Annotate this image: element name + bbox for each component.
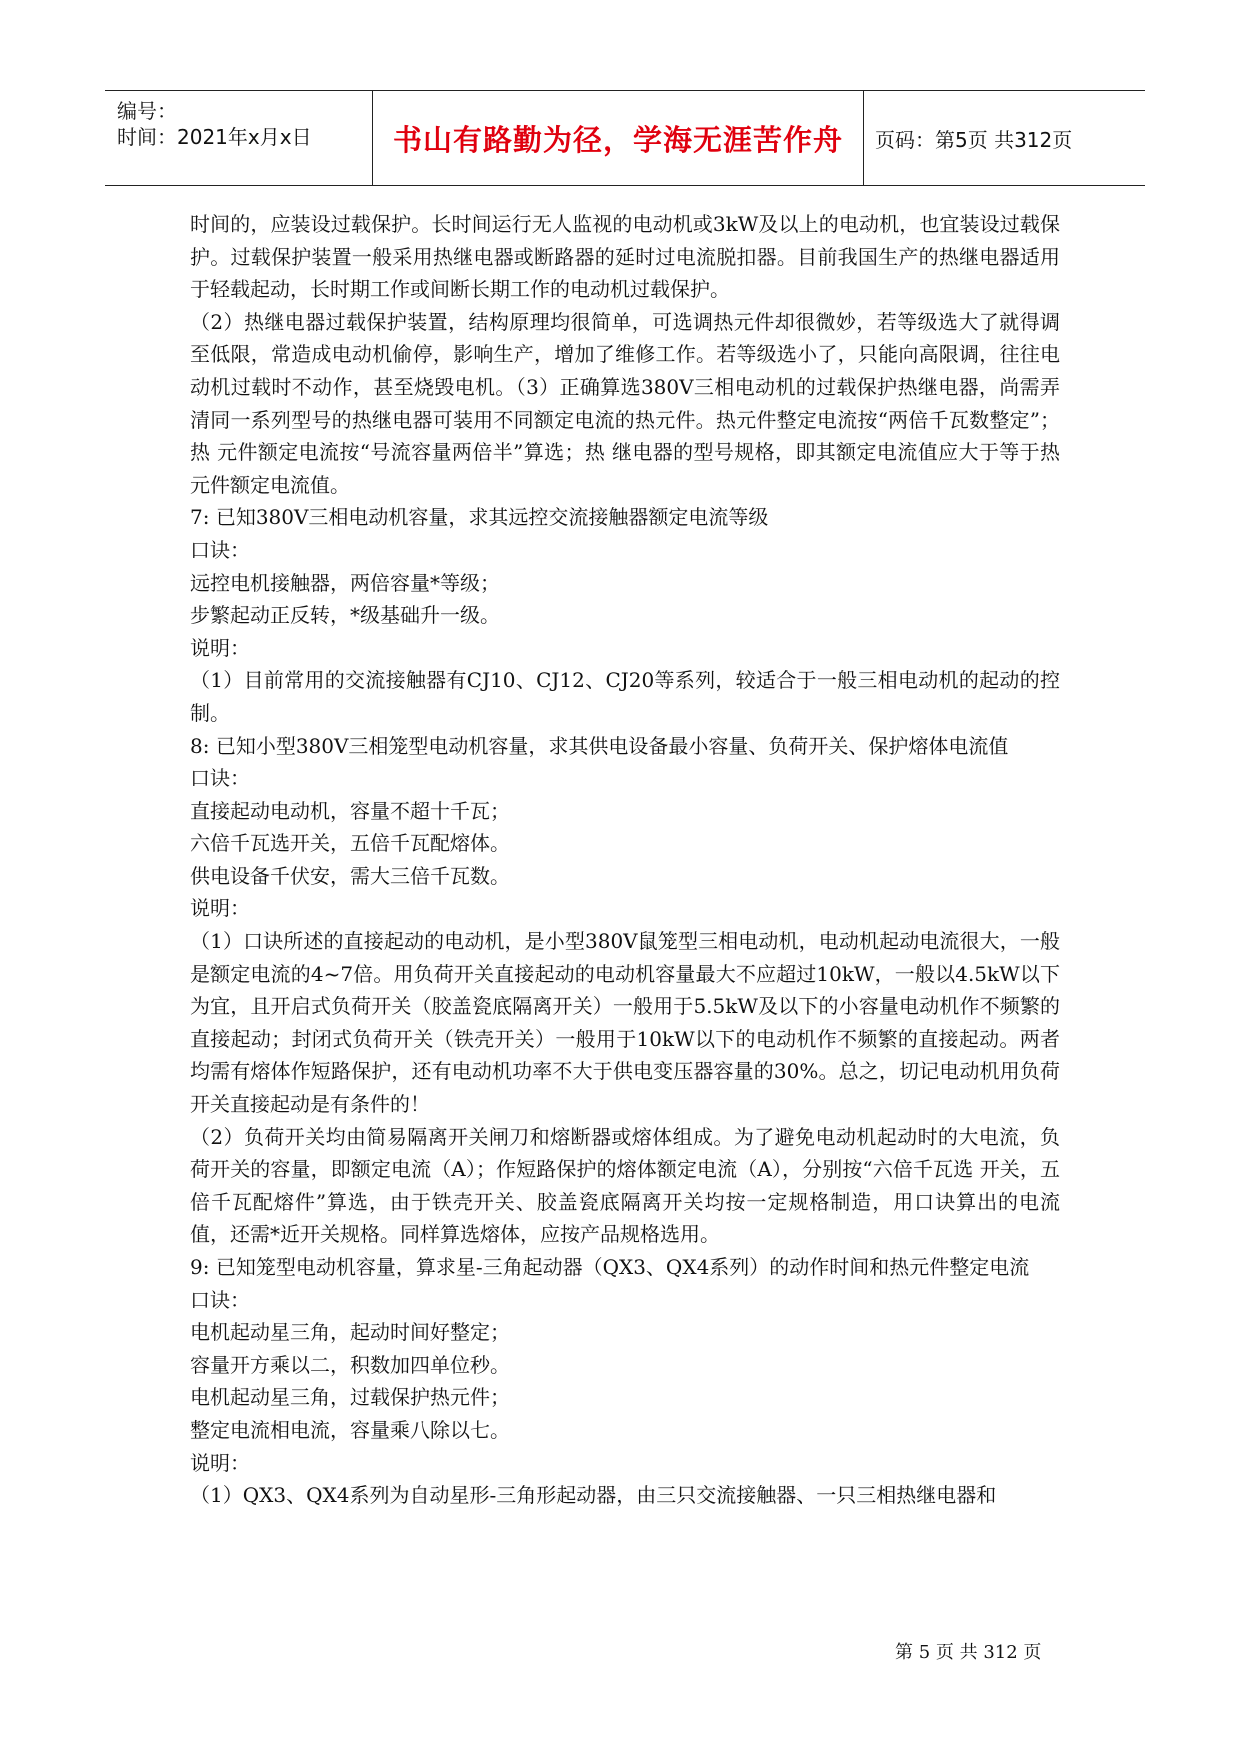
header-motto-cell (373, 91, 864, 185)
mnemonic-line: 容量开方乘以二，积数加四单位秒。 (190, 1352, 510, 1377)
paragraph: 时间的，应装设过载保护。长时间运行无人监视的电动机或3kW及以上的电动机，也宜装设过载保护。过载保护装置一般采用热继电器或断路器的延时过电流脱扣器。目前我国生产的热继电器适用于轻载起动，长时期工作或间断长期工作的电动机过载保护。 (190, 212, 1060, 302)
paragraph: （2）负荷开关均由简易隔离开关闸刀和熔断器或熔体组成。为了避免电动机起动时的大电流，负荷开关的容量，即额定电流（A）；作短路保护的熔体额定电流（A），分别按“六倍千瓦选 开关，五倍千瓦配熔件”算选，由于铁壳开关、胶盖瓷底隔离开关均按一定规格制造，用口诀算出的电流值，还需*近开关规格。同样算选熔体，应按产品规格选用。 (190, 1124, 1060, 1247)
section-heading: 8: 已知小型380V三相笼型电动机容量，求其供电设备最小容量、负荷开关、保护熔体电流值 (190, 733, 1009, 758)
paragraph: （2）热继电器过载保护装置，结构原理均很简单，可选调热元件却很微妙，若等级选大了就得调至低限，常造成电动机偷停，影响生产，增加了维修工作。若等级选小了，只能向高限调，往往电动机过载时不动作，甚至烧毁电机。（3）正确算选380V三相电动机的过载保护热继电器，尚需弄清同一系列型号的热继电器可装用不同额定电流的热元件。热元件整定电流按“两倍千瓦数整定”；热 元件额定电流按“号流容量两倍半”算选；热 继电器的型号规格，即其额定电流值应大于等于热元件额定电流值。 (190, 309, 1060, 497)
explanation-label: 说明： (190, 896, 250, 921)
mnemonic-line: 电机起动星三角，起动时间好整定； (190, 1320, 510, 1345)
mnemonic-line: 电机起动星三角，过载保护热元件； (190, 1385, 510, 1410)
document-body (190, 208, 1060, 1512)
mnemonic-label: 口诀： (190, 537, 250, 562)
header-motto: 书山有路勤为径，学海无涯苦作舟 (392, 122, 843, 157)
explanation-label: 说明： (190, 635, 250, 660)
paragraph: （1）口诀所述的直接起动的电动机，是小型380V鼠笼型三相电动机，电动机起动电流很大，一般是额定电流的4~7倍。用负荷开关直接起动的电动机容量最大不应超过10kW，一般以4.5kW以下为宜，且开启式负荷开关（胶盖瓷底隔离开关）一般用于5.5kW及以下的小容量电动机作不频繁的直接起动；封闭式负荷开关（铁壳开关）一般用于10kW以下的电动机作不频繁的直接起动。两者均需有熔体作短路保护，还有电动机功率不大于供电变压器容量的30%。总之，切记电动机用负荷开关直接起动是有条件的！ (190, 929, 1060, 1117)
page-footer: 第 5 页 共 312 页 (895, 1642, 1042, 1663)
mnemonic-line: 步繁起动正反转，*级基础升一级。 (190, 603, 500, 628)
mnemonic-line: 六倍千瓦选开关，五倍千瓦配熔体。 (190, 831, 510, 856)
paragraph: （1）QX3、QX4系列为自动星形-三角形起动器，由三只交流接触器、一只三相热继电器和 (190, 1483, 997, 1508)
section-heading: 7: 已知380V三相电动机容量，求其远控交流接触器额定电流等级 (190, 505, 769, 530)
mnemonic-label: 口诀： (190, 766, 250, 791)
header-page-info: 页码：第5页 共312页 (875, 127, 1073, 152)
mnemonic-line: 远控电机接触器，两倍容量*等级； (190, 570, 500, 595)
explanation-label: 说明： (190, 1450, 250, 1475)
mnemonic-line: 整定电流相电流，容量乘八除以七。 (190, 1417, 510, 1442)
page-header (105, 90, 1145, 186)
mnemonic-line: 供电设备千伏安，需大三倍千瓦数。 (190, 863, 510, 888)
mnemonic-line: 直接起动电动机，容量不超十千瓦； (190, 798, 510, 823)
section-heading: 9: 已知笼型电动机容量，算求星-三角起动器（QX3、QX4系列）的动作时间和热元件整定电流 (190, 1255, 1030, 1279)
paragraph: （1）目前常用的交流接触器有CJ10、CJ12、CJ20等系列，较适合于一般三相电动机的起动的控制。 (190, 668, 1060, 725)
header-meta-cell (117, 91, 373, 185)
document-number-label: 编号： (117, 99, 177, 123)
mnemonic-label: 口诀： (190, 1287, 250, 1312)
document-time-label: 时间：2021年x月x日 (117, 125, 312, 149)
